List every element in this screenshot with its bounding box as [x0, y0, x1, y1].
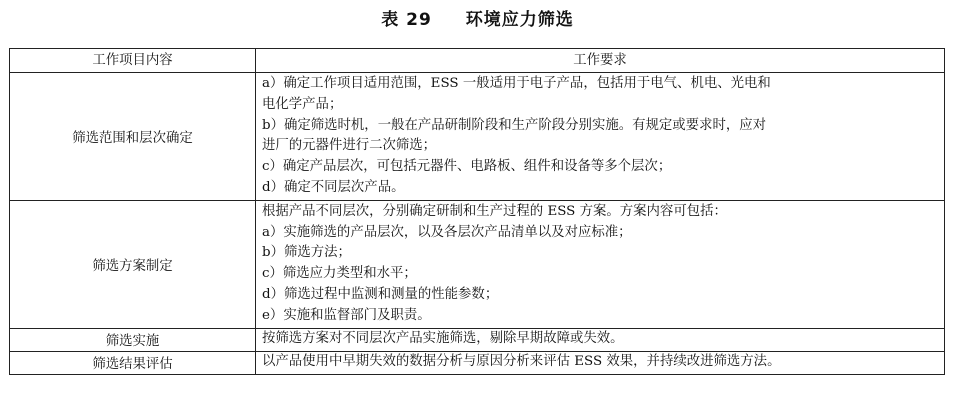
row-name: 筛选实施: [10, 328, 256, 351]
requirement-line: b）确定筛选时机，一般在产品研制阶段和生产阶段分别实施。有规定或要求时，应对: [262, 117, 767, 133]
requirement-line: c）确定产品层次，可包括元器件、电路板、组件和设备等多个层次；: [262, 159, 672, 175]
header-work-item: 工作项目内容: [10, 49, 256, 73]
table-row: [10, 351, 945, 374]
requirement-line: d）确定不同层次产品。: [262, 179, 405, 195]
requirement-line: 进厂的元器件进行二次筛选；: [262, 138, 437, 154]
row-name: 筛选方案制定: [10, 200, 256, 328]
table-title: [0, 6, 955, 34]
requirement-line: d）筛选过程中监测和测量的性能参数；: [262, 286, 499, 302]
requirement-line: 根据产品不同层次，分别确定研制和生产过程的 ESS 方案。方案内容可包括：: [262, 203, 727, 219]
table-row: [10, 200, 945, 328]
table-caption: 环境应力筛选: [465, 10, 574, 30]
row-requirements: [256, 328, 945, 351]
requirement-line: b）筛选方法；: [262, 245, 351, 261]
requirement-line: 电化学产品；: [262, 96, 343, 112]
requirement-line: c）筛选应力类型和水平；: [262, 266, 417, 282]
requirement-line: a）实施筛选的产品层次，以及各层次产品清单以及对应标准；: [262, 224, 632, 240]
table-row: [10, 328, 945, 351]
requirement-line: e）实施和监督部门及职责。: [262, 307, 431, 323]
requirement-line: 以产品使用中早期失效的数据分析与原因分析来评估 ESS 效果，并持续改进筛选方法。: [262, 354, 781, 370]
requirement-line: 按筛选方案对不同层次产品实施筛选，剔除早期故障或失效。: [262, 331, 624, 347]
row-requirements: [256, 73, 945, 201]
row-requirements: [256, 351, 945, 374]
header-row: [10, 49, 945, 73]
requirement-line: a）确定工作项目适用范围，ESS 一般适用于电子产品，包括用于电气、机电、光电和: [262, 76, 771, 91]
header-work-requirement: 工作要求: [256, 49, 945, 73]
table-row: [10, 73, 945, 201]
requirements-table: [9, 48, 945, 375]
row-name: 筛选范围和层次确定: [10, 73, 256, 201]
table-number: 表 29: [381, 10, 432, 30]
row-name: 筛选结果评估: [10, 351, 256, 374]
row-requirements: [256, 200, 945, 328]
